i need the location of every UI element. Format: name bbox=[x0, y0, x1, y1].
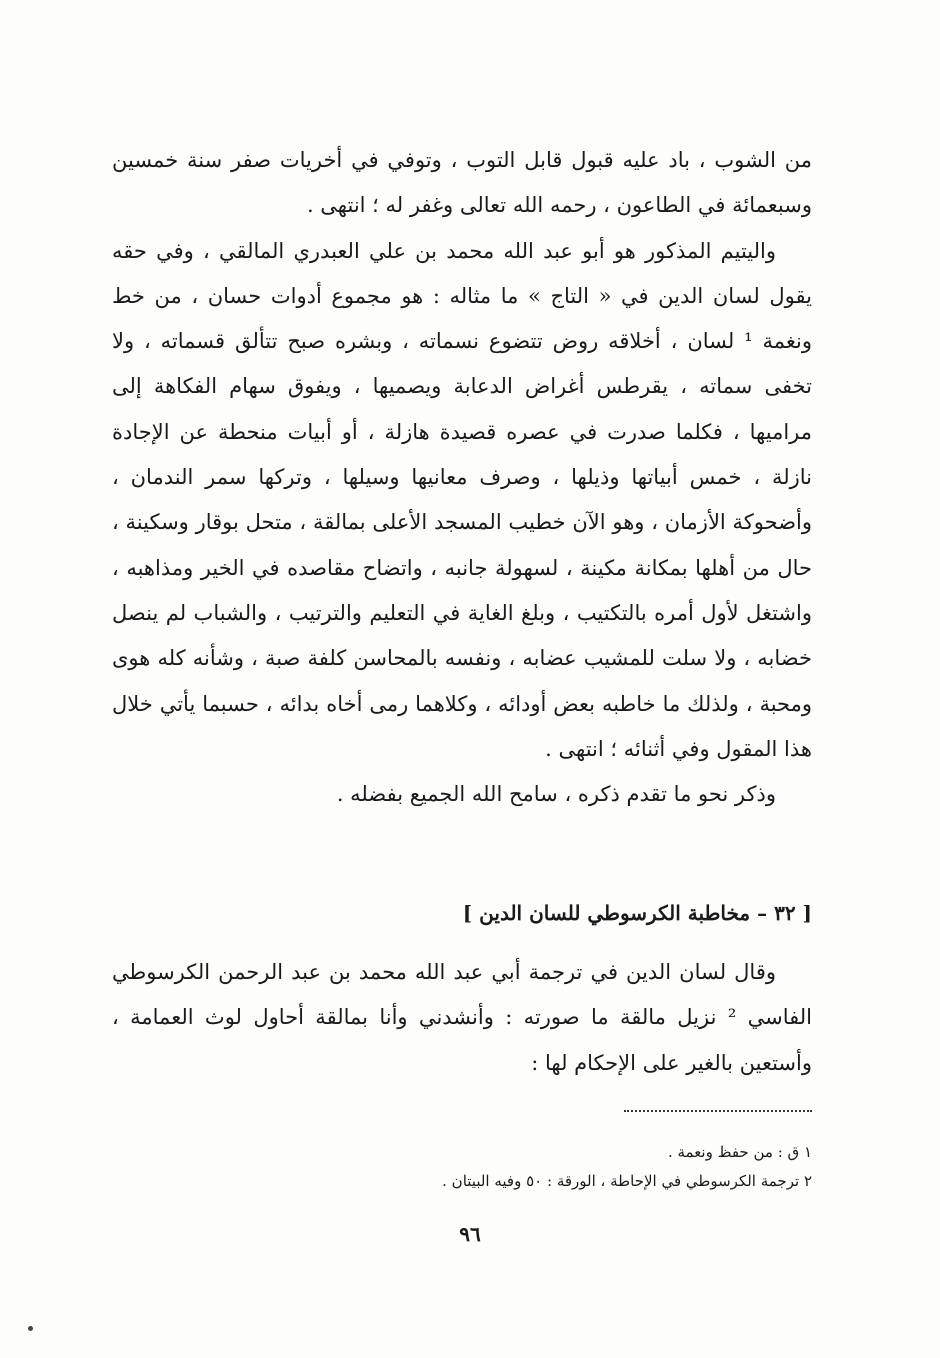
footnote-2: ٢ ترجمة الكرسوطي في الإحاطة ، الورقة : ٥٠ وفيه البيتان . bbox=[442, 1172, 812, 1190]
section-text bbox=[112, 950, 812, 1086]
section-heading: [ ٣٢ – مخاطبة الكرسوطي للسان الدين ] bbox=[462, 901, 812, 925]
scan-speck bbox=[28, 1326, 33, 1331]
main-text bbox=[112, 138, 812, 817]
section-paragraph: وقال لسان الدين في ترجمة أبي عبد الله محمد بن عبد الرحمن الكرسوطي الفاسي ² نزيل مالقة ما صورته : وأنشدني وأنا بمالقة أحاول لوث العمامة ، وأستعين بالغير على الإحكام لها : bbox=[112, 960, 813, 1075]
page-number: ٩٦ bbox=[459, 1222, 481, 1246]
paragraph-3: وذكر نحو ما تقدم ذكره ، سامح الله الجميع بفضله . bbox=[336, 782, 776, 807]
footnote-1: ١ ق : من حفظ ونعمة . bbox=[667, 1143, 812, 1161]
paragraph-1: من الشوب ، باد عليه قبول قابل التوب ، وتوفي في أخريات صفر سنة خمسين وسبعمائة في الطاعون ، رحمه الله تعالى وغفر له ؛ انتهى . bbox=[112, 148, 812, 218]
footnotes bbox=[112, 1138, 812, 1196]
paragraph-2: واليتيم المذكور هو أبو عبد الله محمد بن علي العبدري المالقي ، وفي حقه يقول لسان الدين في « التاج » ما مثاله : هو مجموع أدوات حسان ، من خط ونغمة ¹ لسان ، أخلاقه روض تتضوع نسماته ، وبشره صبح تتألق قسماته ، ولا تخفى سماته ، يقرطس أغراض الدعابة ويصميها ، ويفوق سهام الفكاهة إلى مراميها ، فكلما صدرت في عصره قصيدة هازلة ، أو أبيات منحطة عن الإجادة نازلة ، خمس أبياتها وذيلها ، وصرف معانيها وسيلها ، وتركها سمر الندمان ، وأضحوكة الأزمان ، وهو الآن خطيب المسجد الأعلى بمالقة ، متحل بوقار وسكينة ، حال من أهلها بمكانة مكينة ، لسهولة جانبه ، واتضاح مقاصده في الخير ومذاهبه ، واشتغل لأول أمره بالتكتيب ، وبلغ الغاية في التعليم والترتيب ، والشباب لم ينصل خضابه ، ولا سلت للمشيب عضابه ، ونفسه بالمحاسن كلفة صبة ، وشأنه كله هوى ومحبة ، ولذلك ما خاطبه بعض أودائه ، وكلاهما رمى أخاه بدائه ، حسبما يأتي خلال هذا المقول وفي أثنائه ؛ انتهى . bbox=[112, 238, 812, 761]
footnote-separator bbox=[624, 1110, 812, 1112]
